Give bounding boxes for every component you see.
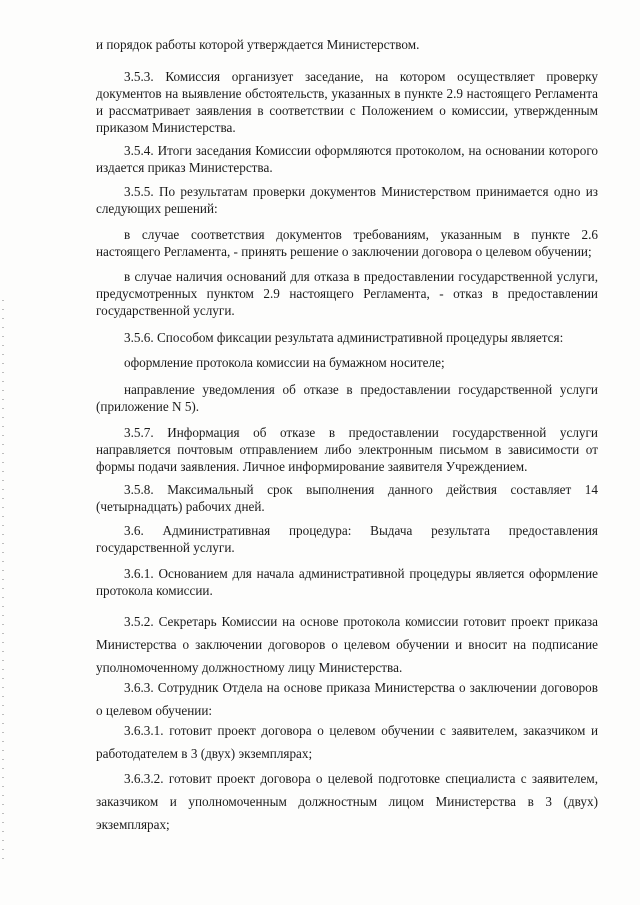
paragraph-refusal-notice: направление уведомления об отказе в предоставлении государственной услуги (приложение N 5). <box>96 382 598 414</box>
paragraph-3-5-5: 3.5.5. По результатам проверки документов Министерством принимается одно из следующих решений: <box>96 184 598 216</box>
paragraph-3-5-6: 3.5.6. Способом фиксации результата административной процедуры является: <box>124 330 564 345</box>
paragraph-3-6: 3.6. Административная процедура: Выдача результата предоставления государственной услуги. <box>96 523 598 555</box>
paragraph-decision-refuse: в случае наличия оснований для отказа в предоставлении государственной услуги, предусмотренных пунктом 2.9 настоящего Регламента, - отказ в предоставлении государственной услуги. <box>96 269 598 318</box>
paragraph-decision-accept: в случае соответствия документов требованиям, указанным в пункте 2.6 настоящего Регламента, - принять решение о заключении договора о целевом обучении; <box>96 227 598 259</box>
paragraph-3-6-3-1: 3.6.3.1. готовит проект договора о целевом обучении с заявителем, заказчиком и работодателем в 3 (двух) экземплярах; <box>96 723 598 761</box>
paragraph-protocol-paper: оформление протокола комиссии на бумажном носителе; <box>124 355 445 370</box>
paragraph-3-5-4: 3.5.4. Итоги заседания Комиссии оформляются протоколом, на основании которого издается приказ Министерства. <box>96 143 598 175</box>
paragraph-3-5-7: 3.5.7. Информация об отказе в предоставлении государственной услуги направляется почтовым отправлением либо электронным письмом в зависимости от формы подачи заявления. Личное информирование заявителя Учреждением. <box>96 425 598 474</box>
scan-edge-marks <box>2 300 4 860</box>
paragraph-3-6-1: 3.6.1. Основанием для начала административной процедуры является оформление протокола комиссии. <box>96 566 598 598</box>
paragraph-3-6-3-2: 3.6.3.2. готовит проект договора о целевой подготовке специалиста с заявителем, заказчиком и уполномоченным должностным лицом Министерства в 3 (двух) экземплярах; <box>96 771 598 832</box>
paragraph-3-5-3: 3.5.3. Комиссия организует заседание, на котором осуществляет проверку документов на выявление обстоятельств, указанных в пункте 2.9 настоящего Регламента и рассматривает заявления в соответствии с Положением о комиссии, утвержденным приказом Министерства. <box>96 69 598 135</box>
paragraph-continuation: и порядок работы которой утверждается Министерством. <box>96 37 420 52</box>
paragraph-3-5-8: 3.5.8. Максимальный срок выполнения данного действия составляет 14 (четырнадцать) рабочих дней. <box>96 482 598 514</box>
paragraph-3-5-2: 3.5.2. Секретарь Комиссии на основе протокола комиссии готовит проект приказа Министерства о заключении договоров о целевом обучении и вносит на подписание уполномоченному должностному лицу Министерства. <box>96 614 598 675</box>
paragraph-3-6-3: 3.6.3. Сотрудник Отдела на основе приказа Министерства о заключении договоров о целевом обучении: <box>96 680 598 718</box>
